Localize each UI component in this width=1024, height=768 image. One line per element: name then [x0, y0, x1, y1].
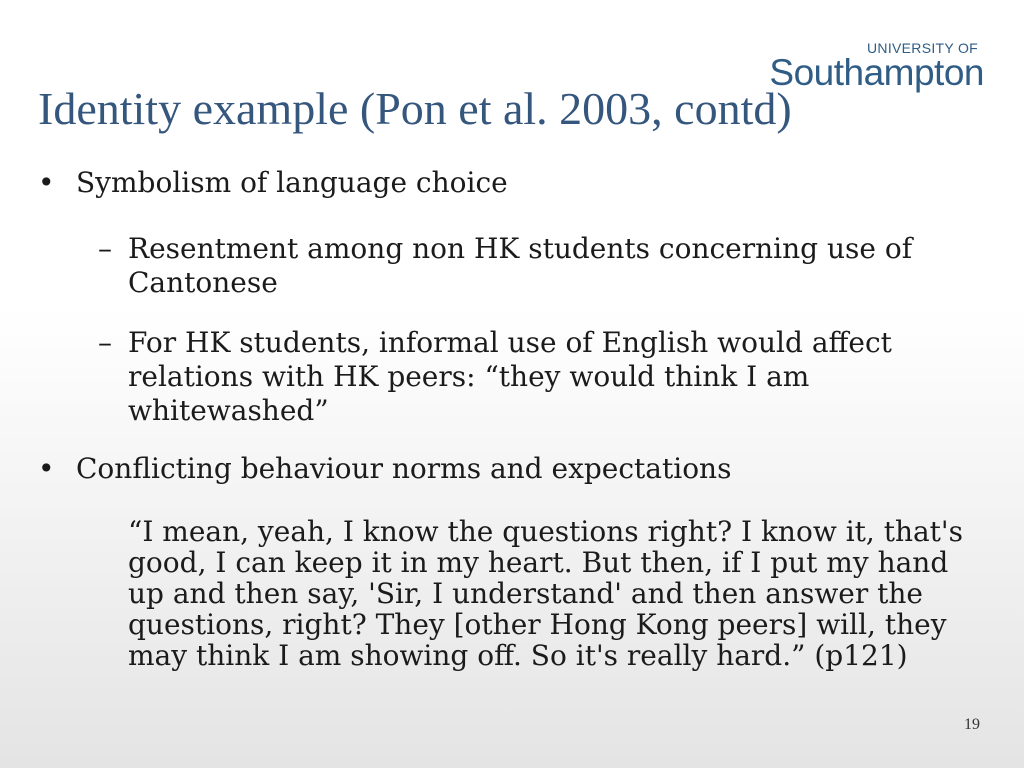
quote-block: “I mean, yeah, I know the questions right? I know it, that's good, I can keep it in my heart. But then, if I put my hand up and then say, 'Sir, I understand' and then answer the questions, right? They [other Hong Kong peers] will, they may think I am showing off. So it's really hard.” (p121) — [128, 515, 963, 672]
bullet-item — [38, 166, 988, 200]
bullet-item — [38, 452, 988, 486]
sub-bullet-text: For HK students, informal use of English would affect relations with HK peers: “they would think I am whitewashed” — [128, 326, 892, 427]
bullet-text: Symbolism of language choice — [76, 166, 508, 199]
dash-icon: – — [98, 326, 112, 359]
bullet-icon: • — [38, 166, 55, 199]
sub-bullet-item — [38, 232, 988, 300]
page-number: 19 — [964, 716, 980, 733]
dash-icon: – — [98, 232, 112, 265]
bullet-text: Conflicting behaviour norms and expectations — [76, 452, 732, 485]
sub-bullet-item — [38, 326, 988, 428]
slide-body — [38, 166, 988, 671]
logo-university-of: UNIVERSITY OF — [867, 40, 978, 56]
logo-southampton: Southampton — [769, 52, 984, 93]
bullet-icon: • — [38, 452, 55, 485]
slide-title: Identity example (Pon et al. 2003, contd) — [38, 83, 792, 134]
sub-bullet-text: Resentment among non HK students concerning use of Cantonese — [128, 232, 913, 299]
